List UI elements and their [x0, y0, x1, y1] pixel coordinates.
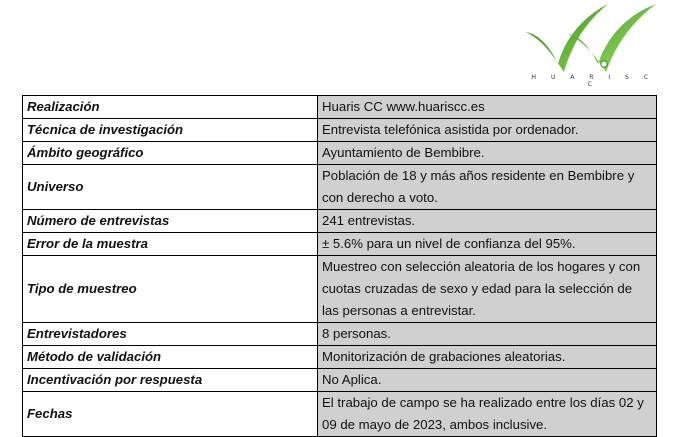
row-label: Fechas	[23, 392, 318, 437]
table-row	[23, 346, 657, 369]
table-row	[23, 165, 657, 210]
row-label: Tipo de muestreo	[23, 256, 318, 323]
logo-wordmark: H U A R I S C C	[531, 74, 655, 88]
row-value: ± 5.6% para un nivel de confianza del 95%.	[318, 233, 657, 256]
table-row	[23, 119, 657, 142]
table-row	[23, 256, 657, 323]
row-label: Ámbito geográfico	[23, 142, 318, 165]
row-value: 8 personas.	[318, 323, 657, 346]
row-value: Muestreo con selección aleatoria de los hogares y con cuotas cruzadas de sexo y edad para la selección de las personas a entrevistar.	[318, 256, 657, 323]
row-value: Ayuntamiento de Bembibre.	[318, 142, 657, 165]
row-label: Realización	[23, 96, 318, 119]
row-value: No Aplica.	[318, 369, 657, 392]
table-row	[23, 96, 657, 119]
row-value: Entrevista telefónica asistida por ordenador.	[318, 119, 657, 142]
row-label: Entrevistadores	[23, 323, 318, 346]
table-row	[23, 392, 657, 437]
huaris-logo	[524, 2, 662, 88]
row-label: Número de entrevistas	[23, 210, 318, 233]
table-row	[23, 323, 657, 346]
row-value: Población de 18 y más años residente en Bembibre y con derecho a voto.	[318, 165, 657, 210]
row-label: Técnica de investigación	[23, 119, 318, 142]
technical-sheet-table	[22, 95, 657, 437]
row-value: Monitorización de grabaciones aleatorias.	[318, 346, 657, 369]
row-label: Incentivación por respuesta	[23, 369, 318, 392]
table-row	[23, 210, 657, 233]
row-label: Método de validación	[23, 346, 318, 369]
row-value: Huaris CC www.huariscc.es	[318, 96, 657, 119]
table-row	[23, 142, 657, 165]
row-value: El trabajo de campo se ha realizado entre los días 02 y 09 de mayo de 2023, ambos inclusive.	[318, 392, 657, 437]
row-label: Universo	[23, 165, 318, 210]
table-row	[23, 369, 657, 392]
double-checkmark-logo-icon	[524, 2, 662, 74]
row-value: 241 entrevistas.	[318, 210, 657, 233]
table-row	[23, 233, 657, 256]
row-label: Error de la muestra	[23, 233, 318, 256]
